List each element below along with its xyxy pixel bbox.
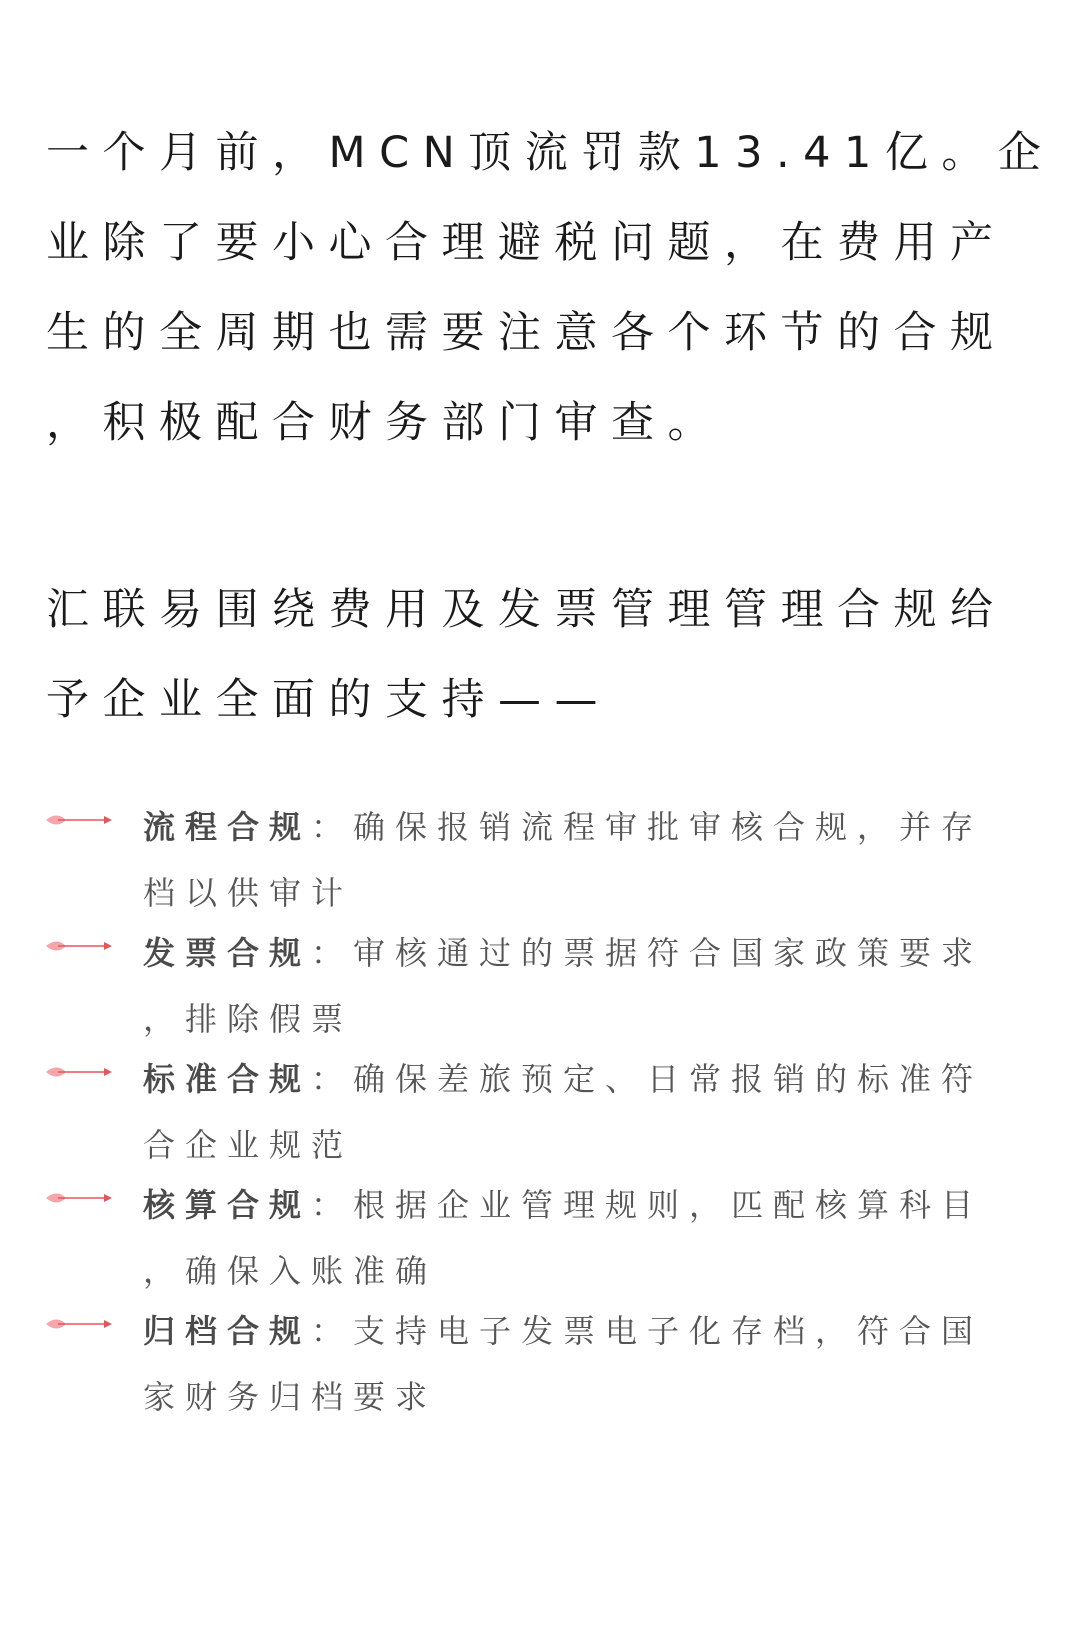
item-title: 发票合规 [143,934,312,972]
item-description: 审核通过的票据符合国家政策要求 [353,934,984,972]
item-separator: ： [311,1060,354,1098]
lead-line: 予企业全面的支持—— [46,675,611,725]
arrow-bullet-icon [44,1062,118,1082]
item-separator: ： [311,808,354,846]
list-item-first-line [143,1172,983,1238]
intro-line: 一个月前，MCN顶流罚款13.41亿。企 [46,128,1055,178]
list-item-first-line [143,1298,983,1364]
intro-line: 生的全周期也需要注意各个环节的合规 [46,308,1007,358]
list-item-text [143,1046,983,1178]
item-description: 支持电子发票电子化存档，符合国 [353,1312,984,1350]
list-item-first-line [143,920,983,986]
item-title: 流程合规 [143,808,312,846]
arrow-bullet-icon [44,1314,118,1334]
list-item-first-line [143,794,983,860]
item-description-continued: 家财务归档要求 [143,1378,438,1416]
lead-line: 汇联易围绕费用及发票管理管理合规给 [46,585,1007,635]
item-description: 确保差旅预定、日常报销的标准符 [353,1060,984,1098]
item-title: 标准合规 [143,1060,312,1098]
lead-paragraph [46,565,1007,745]
item-title: 核算合规 [143,1186,312,1224]
arrow-bullet-icon [44,810,118,830]
intro-line: 业除了要小心合理避税问题，在费用产 [46,218,1007,268]
item-description-continued: ，排除假票 [143,1000,354,1038]
intro-paragraph [46,108,1054,468]
list-item-text [143,1172,983,1304]
list-item-text [143,794,983,926]
item-description-continued: 合企业规范 [143,1126,354,1164]
item-description-continued: ，确保入账准确 [143,1252,438,1290]
item-description: 根据企业管理规则，匹配核算科目 [353,1186,984,1224]
intro-line: ，积极配合财务部门审查。 [46,398,724,448]
item-description: 确保报销流程审批审核合规，并存 [353,808,984,846]
item-separator: ： [311,1186,354,1224]
item-description-continued: 档以供审计 [143,874,354,912]
arrow-bullet-icon [44,1188,118,1208]
list-item-text [143,1298,983,1430]
item-separator: ： [311,934,354,972]
list-item-text [143,920,983,1052]
item-title: 归档合规 [143,1312,312,1350]
list-item-first-line [143,1046,983,1112]
arrow-bullet-icon [44,936,118,956]
item-separator: ： [311,1312,354,1350]
